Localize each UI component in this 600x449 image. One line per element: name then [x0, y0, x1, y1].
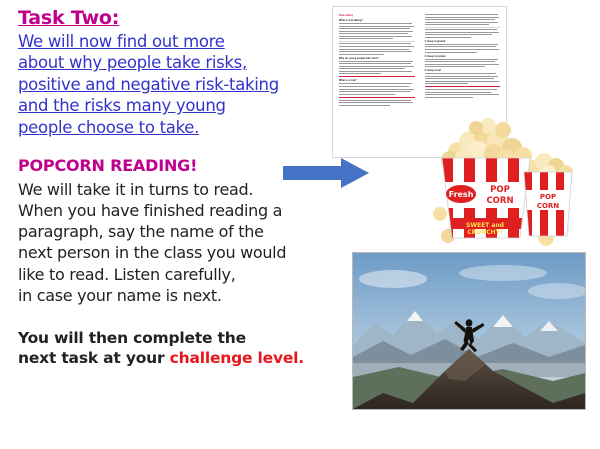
worksheet-right-lines-2 [425, 59, 501, 68]
worksheet-left-lines-2 [339, 43, 415, 54]
instruction-line-6: in case your name is next. [18, 285, 222, 305]
popcorn-box-large [442, 158, 530, 238]
worksheet-left-heading-2: Why do young people take risks? [339, 56, 379, 60]
worksheet-right-lines-3 [425, 73, 501, 84]
svg-text:Fresh: Fresh [448, 190, 474, 199]
instruction-line-5: like to read. Listen carefully, [18, 264, 236, 284]
intro-line-2: about why people take risks, [18, 53, 247, 73]
instruction-paragraph [18, 179, 348, 306]
final-paragraph [18, 328, 348, 369]
worksheet-left-heading-1: What is risk-taking? [339, 19, 363, 23]
svg-text:SWEET and: SWEET and [466, 222, 504, 229]
intro-line-1: We will now find out more [18, 31, 225, 51]
final-line-2: next task at your [18, 349, 170, 368]
popcorn-reading-heading: POPCORN READING! [18, 156, 198, 176]
worksheet-left-heading-3: What is a risk? [339, 79, 357, 83]
mountain-photo [352, 252, 586, 410]
popcorn-image [428, 86, 578, 246]
worksheet-right-lines-1 [425, 44, 501, 53]
worksheet-left-title: Risk-taking [339, 14, 353, 17]
worksheet-left-lines-4 [339, 83, 415, 94]
popcorn-box-small [524, 172, 572, 236]
svg-text:CRUNCHY!: CRUNCHY! [467, 229, 503, 236]
svg-text:CORN: CORN [486, 196, 514, 206]
worksheet-right-heading-2: 2. Keep it positive [424, 54, 446, 58]
worksheet-left-lines-3 [339, 61, 415, 75]
worksheet-right-heading-3: 3. Keep it real [424, 69, 441, 73]
page-title: Task Two: [18, 7, 120, 29]
worksheet-page-left [336, 11, 418, 153]
intro-line-3: positive and negative risk-taking [18, 74, 279, 94]
intro-line-4: and the risks many young [18, 96, 226, 116]
intro-line-5: people choose to take. [18, 117, 200, 137]
worksheet-right-lines-0b [425, 29, 501, 38]
svg-text:POP: POP [490, 185, 510, 195]
blue-arrow-icon [283, 158, 369, 188]
text-column [18, 8, 348, 369]
final-line-1: You will then complete the [18, 328, 246, 347]
svg-text:CORN: CORN [536, 202, 560, 210]
worksheet-right-heading-1: 1. Keep it general [424, 39, 446, 43]
svg-text:POP: POP [539, 193, 557, 201]
instruction-line-4: next person in the class you would [18, 243, 287, 263]
instruction-line-3: paragraph, say the name of the [18, 222, 264, 242]
instruction-line-2: When you have finished reading a [18, 201, 283, 221]
intro-paragraph [18, 31, 348, 138]
worksheet-left-lines-5 [339, 100, 415, 106]
worksheet-left-lines-1 [339, 23, 415, 39]
worksheet-right-lines-0 [425, 14, 501, 25]
instruction-line-1: We will take it in turns to read. [18, 180, 254, 200]
challenge-level-highlight: challenge level. [169, 349, 304, 368]
